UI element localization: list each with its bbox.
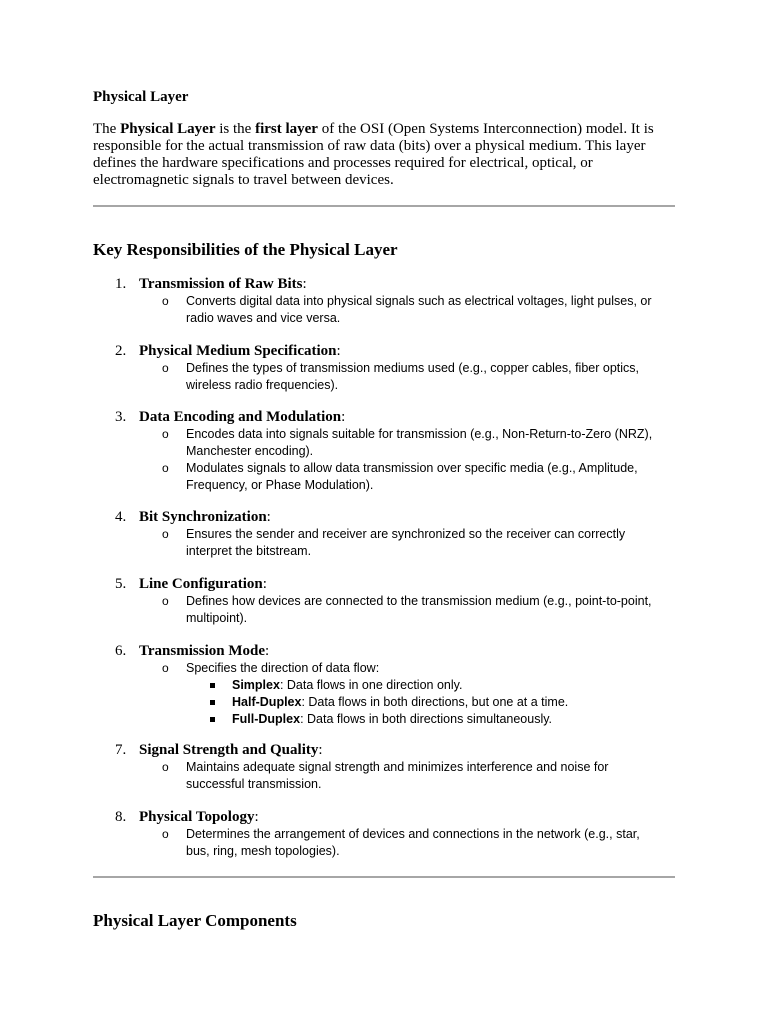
item-number: 7. xyxy=(115,742,127,758)
item-colon: : xyxy=(266,509,271,525)
item-title: Physical Medium Specification xyxy=(139,343,337,359)
mode-description: : Data flows in both directions simultaneously. xyxy=(300,712,553,726)
circle-bullet-icon: o xyxy=(162,527,169,541)
item-title: Signal Strength and Quality xyxy=(139,742,319,758)
sub-point-text: Modulates signals to allow data transmission over specific media (e.g., Amplitude, Frequency, or Phase Modulation). xyxy=(186,461,638,492)
square-bullet-icon xyxy=(210,683,215,688)
list-item xyxy=(93,576,675,627)
section-heading-components: Physical Layer Components xyxy=(93,911,297,930)
list-item xyxy=(93,643,675,728)
circle-bullet-icon: o xyxy=(162,594,169,608)
item-heading xyxy=(93,742,675,759)
circle-bullet-icon: o xyxy=(162,760,169,774)
item-number: 6. xyxy=(115,643,127,659)
intro-text: The xyxy=(93,121,121,137)
sub-point xyxy=(162,460,666,494)
sub-point xyxy=(162,293,666,327)
document-title: Physical Layer xyxy=(93,89,189,105)
item-title: Data Encoding and Modulation xyxy=(139,409,342,425)
intro-text: is the xyxy=(215,121,256,137)
square-bullet-icon xyxy=(210,717,215,722)
circle-bullet-icon: o xyxy=(162,361,169,375)
sub-point-text: Specifies the direction of data flow: xyxy=(186,661,380,675)
item-title: Physical Topology xyxy=(139,809,255,825)
item-title: Line Configuration xyxy=(139,576,263,592)
sub-point xyxy=(162,826,666,860)
sub-point xyxy=(162,660,666,677)
sub-point-text: Maintains adequate signal strength and minimizes interference and noise for successful transmission. xyxy=(186,760,609,791)
mode-term: Half-Duplex xyxy=(232,695,302,709)
list-item xyxy=(93,343,675,394)
sub-point-text: Determines the arrangement of devices and connections in the network (e.g., star, bus, ring, mesh topologies). xyxy=(186,827,640,858)
item-heading xyxy=(93,576,675,593)
item-title: Bit Synchronization xyxy=(139,509,267,525)
intro-bold-term: Physical Layer xyxy=(120,121,216,137)
sub-point xyxy=(162,426,666,460)
circle-bullet-icon: o xyxy=(162,827,169,841)
item-colon: : xyxy=(254,809,259,825)
item-title: Transmission of Raw Bits xyxy=(139,276,303,292)
intro-paragraph xyxy=(93,121,675,189)
item-title-wrap xyxy=(139,742,323,759)
item-number: 2. xyxy=(115,343,127,359)
square-bullet-icon xyxy=(210,700,215,705)
item-heading xyxy=(93,343,675,360)
item-colon: : xyxy=(318,742,323,758)
sub-point xyxy=(162,759,666,793)
circle-bullet-icon: o xyxy=(162,427,169,441)
mode-term: Simplex xyxy=(232,678,280,692)
item-colon: : xyxy=(341,409,346,425)
list-item xyxy=(93,809,675,860)
item-heading xyxy=(93,509,675,526)
sub-point-text: Converts digital data into physical signals such as electrical voltages, light pulses, or radio waves and vice versa. xyxy=(186,294,652,325)
sub-point xyxy=(162,360,666,394)
sub-point-text: Encodes data into signals suitable for transmission (e.g., Non-Return-to-Zero (NRZ), Manchester encoding). xyxy=(186,427,653,458)
horizontal-divider xyxy=(93,205,675,207)
list-item xyxy=(93,409,675,494)
item-title-wrap xyxy=(139,576,267,593)
item-colon: : xyxy=(262,576,267,592)
item-number: 8. xyxy=(115,809,127,825)
item-heading xyxy=(93,643,675,660)
list-item xyxy=(93,276,675,327)
item-number: 3. xyxy=(115,409,127,425)
circle-bullet-icon: o xyxy=(162,294,169,308)
item-title-wrap xyxy=(139,276,307,293)
item-title-wrap xyxy=(139,643,269,660)
mode-description: : Data flows in both directions, but one at a time. xyxy=(301,695,569,709)
sub-point-text: Ensures the sender and receiver are synchronized so the receiver can correctly interpret the bitstream. xyxy=(186,527,626,558)
mode-item xyxy=(232,694,672,711)
circle-bullet-icon: o xyxy=(162,661,169,675)
sub-point xyxy=(162,526,666,560)
section-heading-responsibilities: Key Responsibilities of the Physical Layer xyxy=(93,240,398,259)
sub-point-text: Defines the types of transmission mediums used (e.g., copper cables, fiber optics, wireless radio frequencies). xyxy=(186,361,639,392)
item-number: 1. xyxy=(115,276,127,292)
item-number: 4. xyxy=(115,509,127,525)
item-title: Transmission Mode xyxy=(139,643,265,659)
mode-term: Full-Duplex xyxy=(232,712,301,726)
item-title-wrap xyxy=(139,409,345,426)
item-colon: : xyxy=(302,276,307,292)
sub-point xyxy=(162,593,666,627)
list-item xyxy=(93,742,675,793)
item-number: 5. xyxy=(115,576,127,592)
intro-bold-term: first layer xyxy=(255,121,318,137)
item-heading xyxy=(93,809,675,826)
item-title-wrap xyxy=(139,343,341,360)
mode-item xyxy=(232,677,672,694)
item-title-wrap xyxy=(139,809,259,826)
sub-point-text: Defines how devices are connected to the transmission medium (e.g., point-to-point, multipoint). xyxy=(186,594,652,625)
item-colon: : xyxy=(336,343,341,359)
item-heading xyxy=(93,276,675,293)
mode-item xyxy=(232,711,672,728)
item-heading xyxy=(93,409,675,426)
circle-bullet-icon: o xyxy=(162,461,169,475)
horizontal-divider xyxy=(93,876,675,878)
item-colon: : xyxy=(264,643,270,659)
item-title-wrap xyxy=(139,509,271,526)
mode-description: : Data flows in one direction only. xyxy=(279,678,463,692)
intro-text: of the OSI (Open Systems Interconnection) model. It is responsible for the actual transmission of raw data (bits) over a physical medium. This layer defines the hardware specifications and processes required for electrical, optical, or electromagnetic signals to travel between devices. xyxy=(93,121,654,188)
list-item xyxy=(93,509,675,560)
